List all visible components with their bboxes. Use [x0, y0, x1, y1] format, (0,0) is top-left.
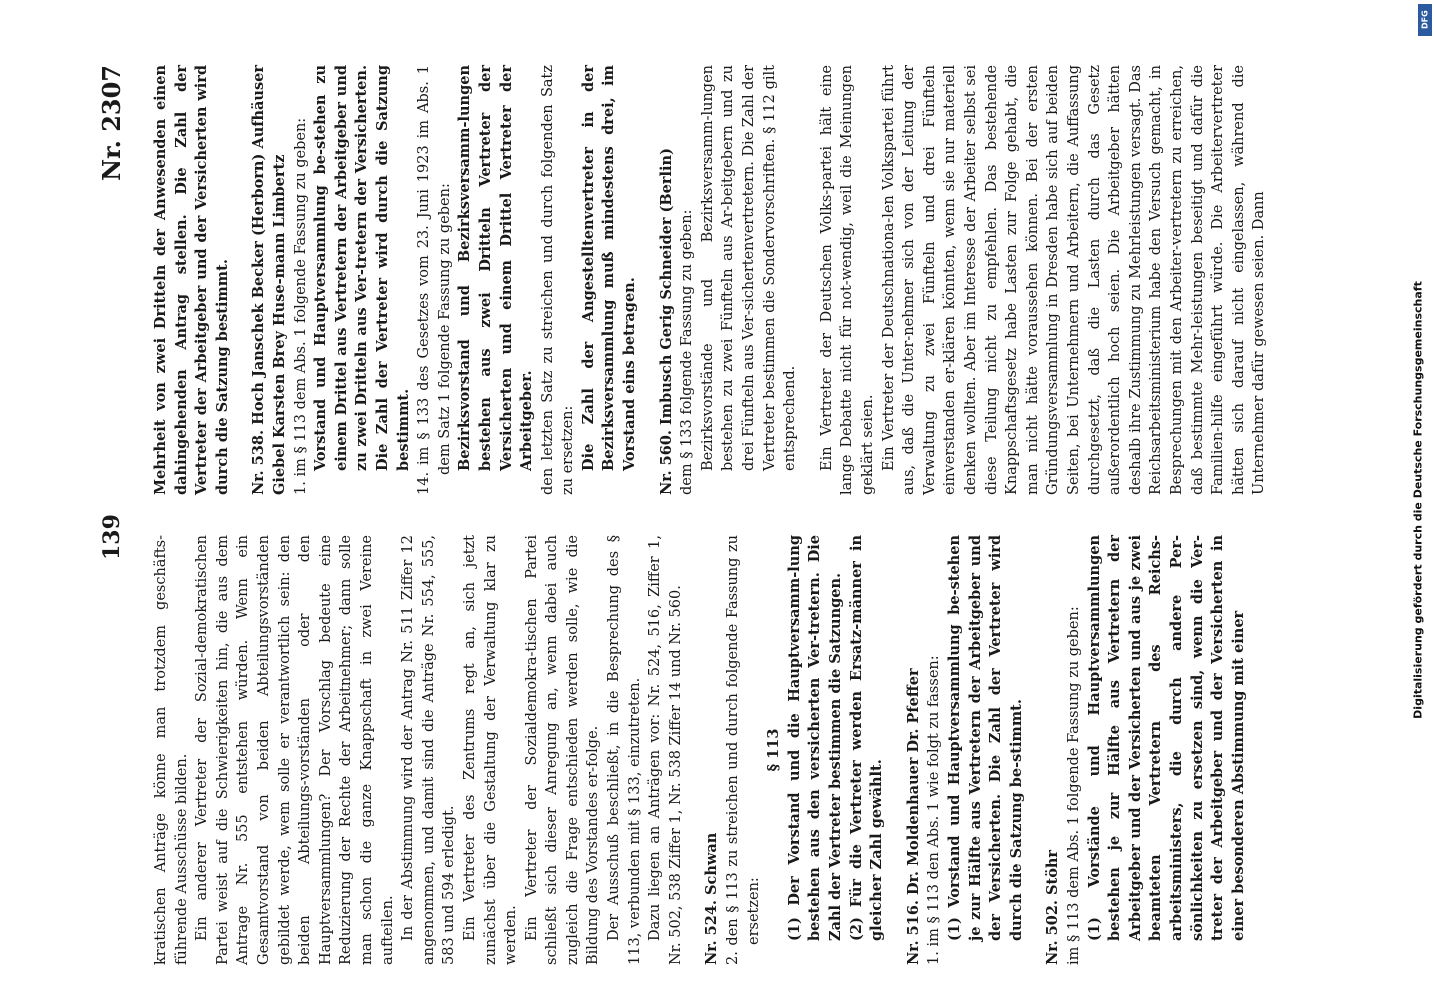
motion-heading: Nr. 502. Stöhr [1044, 849, 1062, 965]
paragraph: Ein anderer Vertreter der Sozial-demokratischen Partei weist auf die Schwierigkeiten hin, die aus dem Antrage Nr. 555 entstehen würden. Wenn ein Gesamtvorstand von beiden Abteilungsvorständen gebildet werde, wem solle er verantwortlich sein: den beiden Abteilungs-vorständen oder den Hauptversammlungen? Der Vorschlag bedeute eine Reduzierung der Rechte der Arbeitnehmer; dann solle man schon die ganze Knappschaft in zwei Vereine aufteilen. [194, 535, 396, 965]
motion-heading: Nr. 560. Imbusch Gerig Schneider (Berlin) [657, 148, 675, 495]
motion-heading: Nr. 524. Schwan [703, 832, 721, 965]
paragraph: In der Abstimmung wird der Antrag Nr. 511 Ziffer 12 angenommen, und damit sind die Anträge Nr. 554, 555, 583 und 594 erledigt. [400, 535, 458, 965]
left-column [151, 535, 1249, 965]
motion-item: 2. den § 113 zu streichen und durch folgende Fassung zu ersetzen: [725, 535, 762, 965]
quoted-text: Mehrheit von zwei Dritteln der Anwesenden einen dahingehenden Antrag stellen. Die Zahl der Vertreter der Arbeitgeber und der Versicherten wird durch die Satzung bestimmt. [152, 65, 231, 495]
document-number: Nr. 2307 [97, 65, 126, 181]
motion-item: im § 113 dem Abs. 1 folgende Fassung zu geben: [1065, 606, 1082, 965]
page-header [95, 65, 135, 965]
quoted-text: (2) Für die Vertreter werden Ersatz-männer in gleicher Zahl gewählt. [847, 535, 886, 941]
quoted-text: Bezirksvorstand und Bezirksversamm-lungen bestehen aus zwei Dritteln Vertreter der Versicherten und einem Drittel Vertreter der Arbeitgeber. [456, 65, 536, 471]
quoted-text: (1) Der Vorstand und die Hauptversamm-lung bestehen aus den versicherten Ver-tretern. Die Zahl der Vertreter bestimmen die Satzungen. [785, 535, 844, 941]
right-column [151, 65, 1270, 495]
quoted-text: Die Zahl der Angestelltenvertreter in der Bezirksversammlung muß mindestens drei, im Vorstand eins betragen. [579, 65, 639, 471]
paragraph: Der Ausschuß beschließt, in die Besprechung des § 113, verbunden mit § 133, einzutreten. [606, 535, 643, 965]
digitization-note: Digitalisierung gefördert durch die Deutsche Forschungsgemeinschaft [1411, 281, 1425, 719]
dfg-logo: DFG [1418, 4, 1432, 36]
page-number: 139 [99, 514, 125, 560]
paragraph: Dazu liegen an Anträgen vor: Nr. 524, 516, Ziffer 1, Nr. 502, 538 Ziffer 1, Nr. 538 Ziffer 14 und Nr. 560. [647, 535, 684, 965]
paragraph: Ein Vertreter der Sozialdemokra-tischen Partei schließt sich dieser Anregung an, wenn dabei auch zugleich die Frage entschieden werden solle, wie die Bildung des Vorstandes er-folge. [523, 535, 602, 965]
motion-item: den letzten Satz zu streichen und durch folgenden Satz zu ersetzen: [539, 65, 577, 495]
quoted-text: (1) Vorstand und Hauptversammlung be-stehen je zur Hälfte aus Vertretern der Arbeitgeber und der Versicherten. Die Zahl der Vertreter wird durch die Satzung be-stimmt. [945, 535, 1025, 941]
quoted-text: Vorstand und Hauptversammlung be-stehen zu einem Drittel aus Vertretern der Arbeitgeber und zu zwei Dritteln aus Ver-tretern der Versicherten. Die Zahl der Vertreter wird durch die Satzung bestimmt. [312, 65, 412, 471]
document-page [95, 65, 1405, 965]
motion-heading: Nr. 538. Hoch Janschek Becker (Herborn) Aufhäuser Giebel Karsten Brey Huse-mann Limbertz [250, 65, 288, 495]
motion-item: 14. im § 133 des Gesetzes vom 23. Juni 1923 im Abs. 1 dem Satz 1 folgende Fassung zu geben: [416, 65, 453, 495]
motion-heading: Nr. 516. Dr. Moldenhauer Dr. Pfeffer [904, 668, 922, 965]
motion-item: dem § 133 folgende Fassung zu geben: [679, 209, 696, 495]
paragraph: Ein Vertreter der Deutschen Volks-partei hält eine lange Debatte nicht für not-wendig, weil die Meinungen geklärt seien. [818, 65, 876, 495]
motion-item: 1. im § 113 den Abs. 1 wie folgt zu fassen: [926, 655, 943, 965]
quoted-text: Bezirksvorstände und Bezirksversamm-lungen bestehen zu zwei Fünfteln aus Ar-beitgebern und zu drei Fünfteln aus Ver-sichertenvertretern. Die Zahl der Vertreter bestimmen die Sondervorschriften. § 112 gilt entsprechend. [699, 64, 799, 471]
motion-item: 1. im § 113 dem Abs. 1 folgende Fassung zu geben: [292, 117, 309, 495]
paragraph: Ein Vertreter des Zentrums regt an, sich jetzt zunächst über die Gestaltung der Verwaltung klar zu werden. [461, 535, 520, 965]
quoted-text: (1) Vorstände und Hauptversammlungen bestehen je zur Hälfte aus Vertretern der Arbeitgeber und der Versicherten und aus je zwei beamteten Vertretern des Reichs-arbeitsministers, die durch andere Per-sönlichkeiten zu ersetzen sind, wenn die Ver-treter der Arbeitgeber und der Versicherten in einer besonderen Abstimmung mit einer [1085, 535, 1247, 941]
paragraph: kratischen Anträge könne man trotzdem geschäfts-führende Ausschüsse bilden. [153, 535, 190, 965]
section-title: § 113 [765, 728, 783, 772]
paragraph: Ein Vertreter der Deutschnationa-len Volkspartei führt aus, daß die Unter-nehmer sich von der Leitung der Verwaltung zu zwei Fünfteln und drei Fünfteln einverstanden er-klären könnten, wenn sie nur materiell denken wollten. Aber im Interesse der Arbeiter selbst sei diese Teilung nicht zu empfehlen. Das bestehende Knappschaftsgesetz habe Lasten zur Folge gehabt, die man nicht hätte voraussehen können. Bei der ersten Gründungsversammlung in Dresden habe sich auf beiden Seiten, bei Unternehmern und Arbeitern, die Auffassung durchgesetzt, daß die Lasten durch das Gesetz außerordentlich hoch seien. Die Arbeitgeber hätten deshalb ihre Zustimmung zu Mehrleistungen versagt. Das Reichsarbeitsministerium habe den Versuch gemacht, in Besprechungen mit den Arbeiter-vertretern zu erreichen, daß bestimmte Mehr-leistungen beseitigt und dafür die Familien-hilfe eingeführt würde. Die Arbeitervertreter hätten sich darauf nicht eingelassen, während die Unternehmer dafür gewesen seien. Dann [880, 65, 1268, 495]
